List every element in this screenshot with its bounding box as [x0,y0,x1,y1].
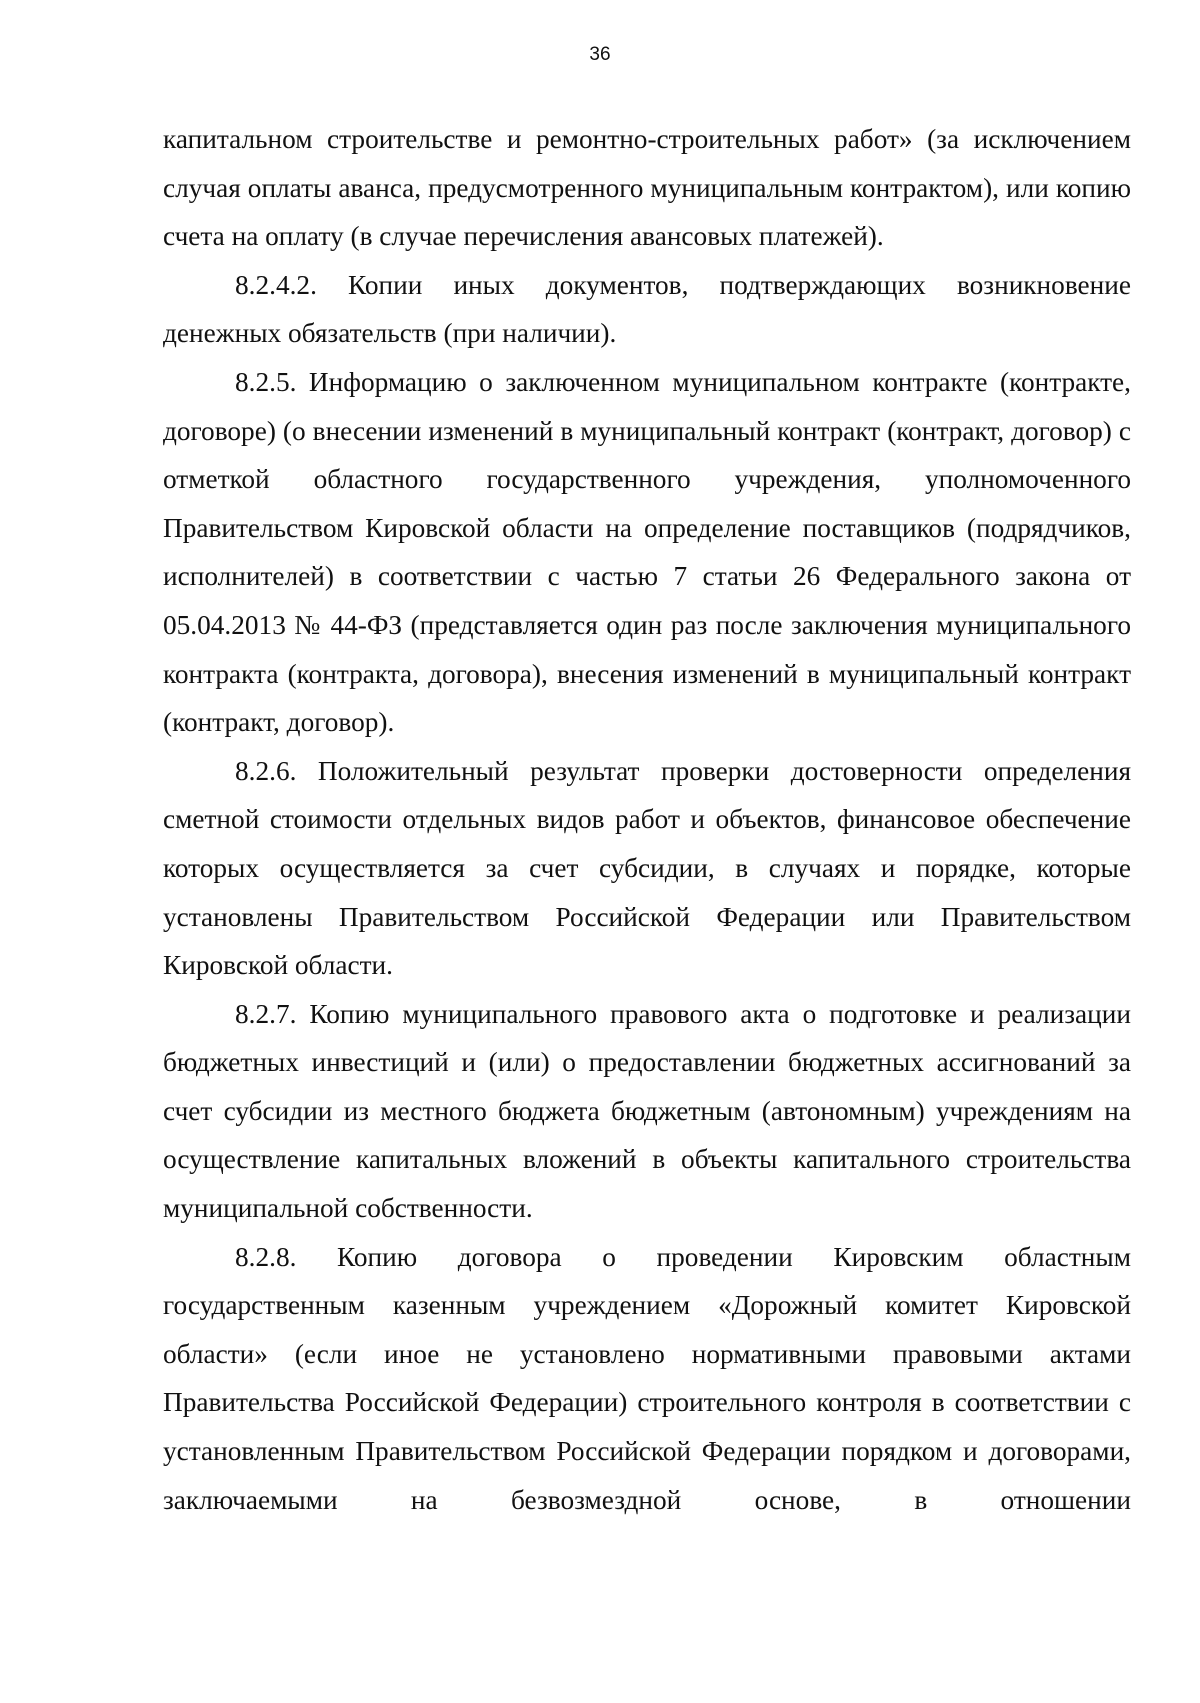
paragraph-8-2-6: 8.2.6. Положительный результат проверки достоверности определения сметной стоимости отдельных видов работ и объектов, финансовое обеспечение которых осуществляется за счет субсидии, в случаях и порядке, которые установлены Правительством Российской Федерации или Правительством Кировской области. [163,755,1131,981]
paragraph-continuation: капитальном строительстве и ремонтно-строительных работ» (за исключением случая оплаты аванса, предусмотренного муниципальным контрактом), или копию счета на оплату (в случае перечисления авансовых платежей). [163,124,1131,252]
document-body [163,115,1131,1524]
paragraph-8-2-8: 8.2.8. Копию договора о проведении Кировским областным государственным казенным учреждением «Дорожный комитет Кировской области» (если иное не установлено нормативными правовыми актами Правительства Российской Федерации) строительного контроля в соответствии с установленным Правительством Российской Федерации порядком и договорами, заключаемыми на безвозмездной основе, в отношении [163,1241,1131,1515]
paragraph-8-2-4-2: 8.2.4.2. Копии иных документов, подтверждающих возникновение денежных обязательств (при наличии). [163,269,1131,349]
page-number: 36 [589,44,611,65]
paragraph-8-2-5: 8.2.5. Информацию о заключенном муниципальном контракте (контракте, договоре) (о внесении изменений в муниципальный контракт (контракт, договор) с отметкой областного государственного учреждения, уполномоченного Правительством Кировской области на определение поставщиков (подрядчиков, исполнителей) в соответствии с частью 7 статьи 26 Федерального закона от 05.04.2013 № 44-ФЗ (представляется один раз после заключения муниципального контракта (контракта, договора), внесения изменений в муниципальный контракт (контракт, договор). [163,366,1131,738]
paragraph-8-2-7: 8.2.7. Копию муниципального правового акта о подготовке и реализации бюджетных инвестиций и (или) о предоставлении бюджетных ассигнований за счет субсидии из местного бюджета бюджетным (автономным) учреждениям на осуществление капитальных вложений в объекты капитального строительства муниципальной собственности. [163,998,1131,1224]
